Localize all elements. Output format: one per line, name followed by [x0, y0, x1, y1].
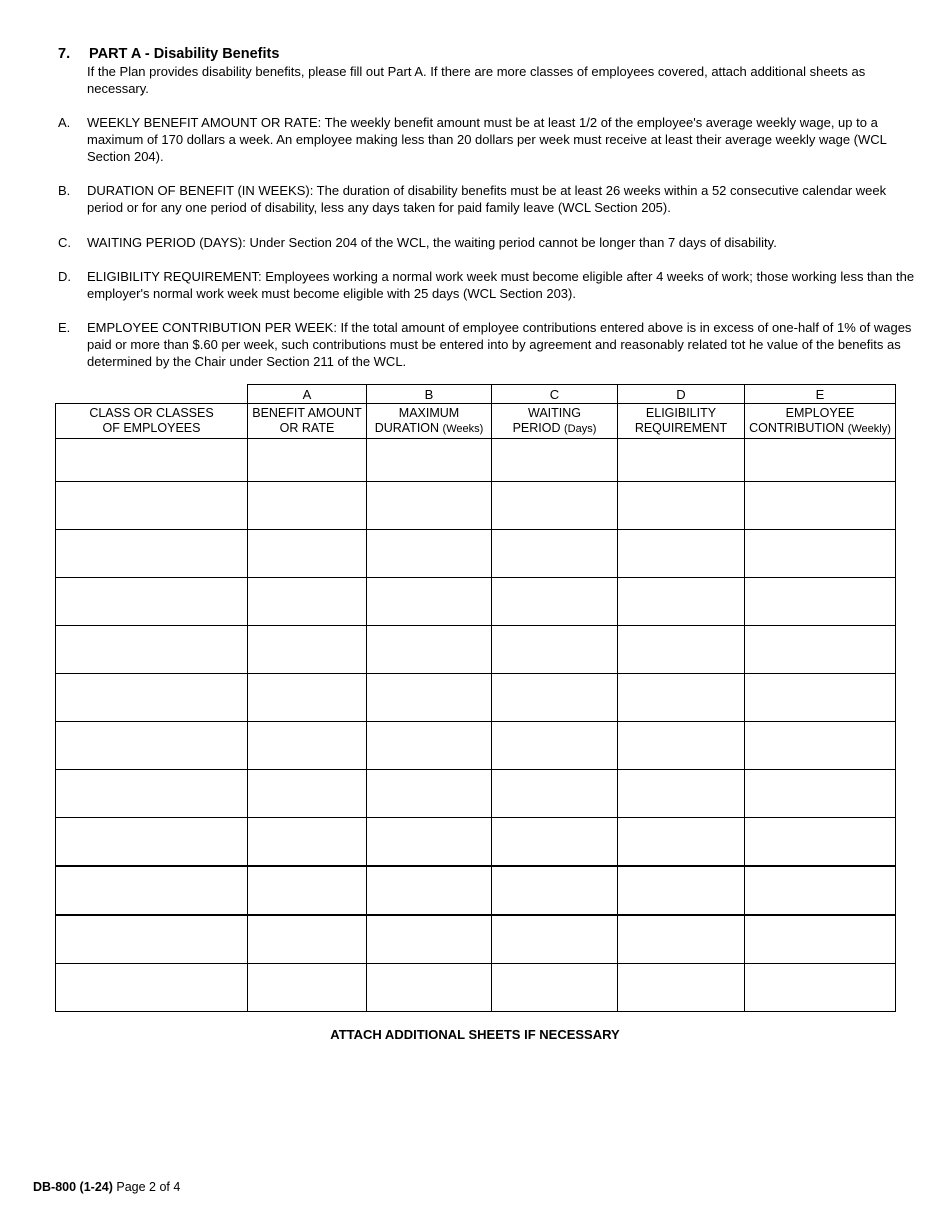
entry-cell-benefit[interactable] [248, 626, 367, 674]
header-duration-line2: DURATION [374, 420, 440, 435]
entry-cell-contribution[interactable] [745, 674, 896, 722]
entry-cell-waiting[interactable] [492, 482, 618, 530]
entry-cell-waiting[interactable] [492, 674, 618, 722]
header-duration [367, 404, 492, 439]
column-header-row [56, 404, 896, 439]
entry-cell-contribution[interactable] [745, 578, 896, 626]
item-d-text: ELIGIBILITY REQUIREMENT: Employees working a normal work week must become eligible after 4 weeks of work; those working less than the employer's normal work week must become eligible with 25 days (WCL Section 203). [87, 269, 915, 301]
entry-cell-eligibility[interactable] [618, 818, 745, 867]
item-b-text: DURATION OF BENEFIT (IN WEEKS): The duration of disability benefits must be at least 26 weeks within a 52 consecutive calendar week period or for any one period of disability, less any days taken for paid family leave (WCL Section 205). [87, 183, 887, 215]
page-number: Page 2 of 4 [116, 1180, 181, 1194]
table-row [56, 770, 896, 818]
header-waiting-line2: PERIOD [512, 420, 561, 435]
entry-cell-benefit[interactable] [248, 722, 367, 770]
entry-cell-class[interactable] [56, 915, 248, 964]
entry-cell-duration[interactable] [367, 964, 492, 1012]
entry-cell-contribution[interactable] [745, 530, 896, 578]
entry-cell-contribution[interactable] [745, 770, 896, 818]
item-c [58, 234, 917, 251]
entry-cell-eligibility[interactable] [618, 482, 745, 530]
entry-cell-contribution[interactable] [745, 626, 896, 674]
entry-cell-waiting[interactable] [492, 964, 618, 1012]
entry-cell-benefit[interactable] [248, 530, 367, 578]
item-b-letter: B. [58, 183, 71, 198]
entry-cell-duration[interactable] [367, 626, 492, 674]
item-a-text: WEEKLY BENEFIT AMOUNT OR RATE: The weekly benefit amount must be at least 1/2 of the employee's average weekly wage, up to a maximum of 170 dollars a week. An employee making less than 20 dollars per week must receive at least their average weekly wage (WCL Section 204). [87, 115, 887, 164]
entry-cell-waiting[interactable] [492, 530, 618, 578]
entry-cell-waiting[interactable] [492, 915, 618, 964]
entry-cell-waiting[interactable] [492, 439, 618, 482]
entry-cell-contribution[interactable] [745, 915, 896, 964]
section-title-text: PART A - Disability Benefits [89, 46, 280, 62]
entry-cell-benefit[interactable] [248, 439, 367, 482]
entry-cell-contribution[interactable] [745, 866, 896, 915]
entry-cell-eligibility[interactable] [618, 626, 745, 674]
entry-cell-waiting[interactable] [492, 770, 618, 818]
header-waiting [492, 404, 618, 439]
entry-cell-class[interactable] [56, 722, 248, 770]
header-waiting-note: (Days) [564, 422, 597, 435]
entry-cell-eligibility[interactable] [618, 964, 745, 1012]
header-contribution-line2: CONTRIBUTION [749, 420, 845, 435]
item-a-letter: A. [58, 115, 71, 130]
entry-cell-duration[interactable] [367, 818, 492, 867]
entry-cell-benefit[interactable] [248, 964, 367, 1012]
header-duration-note: (Weeks) [442, 422, 484, 435]
item-e-letter: E. [58, 320, 71, 335]
entry-cell-benefit[interactable] [248, 674, 367, 722]
item-c-text: WAITING PERIOD (DAYS): Under Section 204 of the WCL, the waiting period cannot be longer than 7 days of disability. [87, 235, 777, 250]
column-letter-c: C [492, 385, 618, 404]
entry-cell-eligibility[interactable] [618, 578, 745, 626]
header-duration-line1: MAXIMUM [398, 405, 460, 420]
item-b [58, 182, 917, 216]
table-row [56, 439, 896, 482]
entry-cell-class[interactable] [56, 578, 248, 626]
table-row [56, 818, 896, 867]
item-d [58, 268, 917, 302]
entry-cell-waiting[interactable] [492, 818, 618, 867]
entry-cell-contribution[interactable] [745, 818, 896, 867]
section-intro: If the Plan provides disability benefits, please fill out Part A. If there are more classes of employees covered, attach additional sheets as necessary. [87, 64, 866, 96]
entry-cell-class[interactable] [56, 964, 248, 1012]
table-row [56, 578, 896, 626]
entry-cell-eligibility[interactable] [618, 770, 745, 818]
header-waiting-line1: WAITING [527, 405, 581, 420]
entry-cell-eligibility[interactable] [618, 674, 745, 722]
table-row [56, 482, 896, 530]
entry-cell-duration[interactable] [367, 482, 492, 530]
header-class-line2: OF EMPLOYEES [102, 421, 201, 435]
entry-cell-duration[interactable] [367, 770, 492, 818]
entry-cell-benefit[interactable] [248, 915, 367, 964]
entry-cell-class[interactable] [56, 818, 248, 867]
header-benefit-line1: BENEFIT AMOUNT [252, 406, 362, 420]
entry-cell-benefit[interactable] [248, 818, 367, 867]
entry-cell-waiting[interactable] [492, 866, 618, 915]
entry-cell-class[interactable] [56, 770, 248, 818]
table-row [56, 722, 896, 770]
entry-cell-benefit[interactable] [248, 482, 367, 530]
entry-cell-waiting[interactable] [492, 578, 618, 626]
entry-cell-contribution[interactable] [745, 439, 896, 482]
form-id: DB-800 (1-24) [33, 1180, 113, 1194]
entry-cell-class[interactable] [56, 530, 248, 578]
header-class-line1: CLASS OR CLASSES [89, 406, 214, 420]
entry-cell-class[interactable] [56, 674, 248, 722]
table-row [56, 915, 896, 964]
header-contribution-note: (Weekly) [847, 422, 891, 435]
entry-cell-class[interactable] [56, 439, 248, 482]
entry-cell-eligibility[interactable] [618, 530, 745, 578]
item-e-text: EMPLOYEE CONTRIBUTION PER WEEK: If the total amount of employee contributions entered above is in excess of one-half of 1% of wages paid or more than $.60 per week, such contributions must be entered into by agreement and reasonably related tot he value of the benefits as determined by the Chair under Section 211 of the WCL. [87, 320, 912, 369]
entry-cell-eligibility[interactable] [618, 915, 745, 964]
entry-cell-contribution[interactable] [745, 482, 896, 530]
table-row [56, 866, 896, 915]
column-letter-d: D [618, 385, 745, 404]
header-benefit [248, 404, 367, 439]
table-row [56, 674, 896, 722]
entry-cell-benefit[interactable] [248, 770, 367, 818]
header-contribution [745, 404, 896, 439]
column-letter-b: B [367, 385, 492, 404]
entry-cell-class[interactable] [56, 626, 248, 674]
header-eligibility [618, 404, 745, 439]
entry-cell-class[interactable] [56, 482, 248, 530]
entry-cell-duration[interactable] [367, 674, 492, 722]
page-footer [33, 1180, 180, 1194]
entry-cell-eligibility[interactable] [618, 439, 745, 482]
entry-cell-contribution[interactable] [745, 722, 896, 770]
header-eligibility-line2: REQUIREMENT [634, 421, 728, 435]
entry-cell-waiting[interactable] [492, 722, 618, 770]
header-eligibility-line1: ELIGIBILITY [645, 406, 717, 420]
header-class [56, 404, 248, 439]
entry-cell-contribution[interactable] [745, 964, 896, 1012]
header-contribution-line1: EMPLOYEE [785, 405, 855, 420]
section-title [58, 46, 279, 62]
header-benefit-line2: OR RATE [279, 421, 335, 435]
entry-cell-duration[interactable] [367, 439, 492, 482]
column-letter-a: A [248, 385, 367, 404]
entry-cell-eligibility[interactable] [618, 866, 745, 915]
table-row [56, 964, 896, 1012]
benefits-table [55, 384, 896, 1012]
entry-cell-benefit[interactable] [248, 866, 367, 915]
item-e [58, 319, 917, 370]
entry-cell-duration[interactable] [367, 530, 492, 578]
section-number: 7. [58, 46, 71, 62]
item-c-letter: C. [58, 235, 71, 250]
column-letter-e: E [745, 385, 896, 404]
column-letter-row [56, 385, 896, 404]
entry-cell-benefit[interactable] [248, 578, 367, 626]
entry-cell-class[interactable] [56, 866, 248, 915]
attach-note: ATTACH ADDITIONAL SHEETS IF NECESSARY [330, 1027, 620, 1042]
entry-cell-duration[interactable] [367, 915, 492, 964]
table-row [56, 530, 896, 578]
entry-cell-duration[interactable] [367, 578, 492, 626]
entry-cell-duration[interactable] [367, 722, 492, 770]
entry-cell-waiting[interactable] [492, 626, 618, 674]
blank-corner [56, 385, 248, 404]
entry-cell-duration[interactable] [367, 866, 492, 915]
entry-cell-eligibility[interactable] [618, 722, 745, 770]
table-row [56, 626, 896, 674]
item-d-letter: D. [58, 269, 71, 284]
item-a [58, 114, 917, 165]
